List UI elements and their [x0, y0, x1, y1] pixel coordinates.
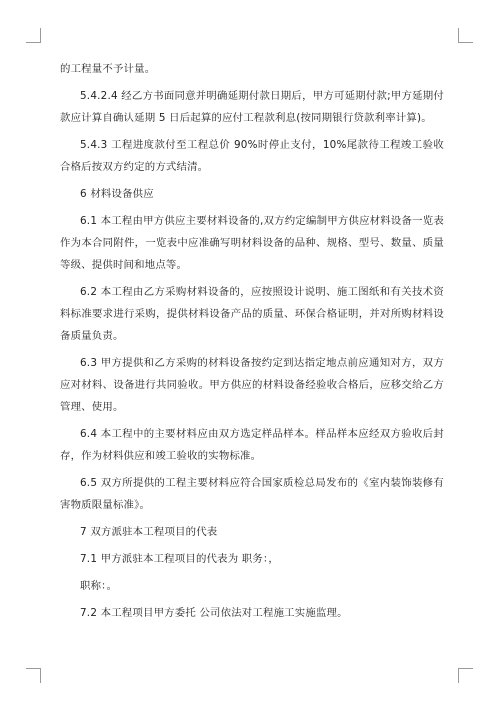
document-body	[60, 58, 444, 624]
section-heading-7: 7 双方派驻本工程项目的代表	[80, 526, 218, 538]
paragraph-5-4-2-4: 5.4.2.4 经乙方书面同意并明确延期付款日期后，甲方可延期付款;甲方延期付款应计算自确认延期 5 日后起算的应付工程款利息(按同期银行贷款利率计算)。	[60, 90, 444, 124]
crop-mark-top-left	[26, 28, 41, 43]
paragraph-6-5: 6.5 双方所提供的工程主要材料应符合国家质检总局发布的《室内装饰装修有害物质限量标准》。	[60, 477, 444, 511]
paragraph-6-1: 6.1 本工程由甲方供应主要材料设备的,双方约定编制甲方供应材料设备一览表作为本合同附件，一览表中应准确写明材料设备的品种、规格、型号、数量、质量等级、提供时间和地点等。	[60, 215, 444, 271]
crop-mark-bottom-left	[26, 668, 41, 683]
paragraph-6-4: 6.4 本工程中的主要材料应由双方选定样品样本。样品样本应经双方验收后封存，作为材料供应和竣工验收的实物标准。	[60, 428, 444, 462]
paragraph-7-1: 7.1 甲方派驻本工程项目的代表为 职务：，	[80, 553, 279, 565]
section-heading-6: 6 材料设备供应	[80, 188, 154, 200]
paragraph-continuation: 的工程量不予计量。	[60, 63, 156, 75]
paragraph-6-2: 6.2 本工程由乙方采购材料设备的，应按照设计说明、施工图纸和有关技术资料标准要求进行采购，提供材料设备产品的质量、环保合格证明，并对所购材料设备质量负责。	[60, 286, 444, 342]
crop-mark-bottom-right	[458, 668, 473, 683]
paragraph-5-4-3: 5.4.3 工程进度款付至工程总价 90%时停止支付，10%尾款待工程竣工验收合格后按双方约定的方式结清。	[60, 139, 444, 173]
paragraph-title-line: 职称：。	[80, 580, 118, 592]
crop-mark-top-right	[458, 28, 473, 43]
paragraph-6-3: 6.3 甲方提供和乙方采购的材料设备按约定到达指定地点前应通知对方，双方应对材料、设备进行共同验收。甲方供应的材料设备经验收合格后，应移交给乙方管理、使用。	[60, 357, 444, 413]
paragraph-7-2: 7.2 本工程项目甲方委托 公司依法对工程施工实施监理。	[80, 607, 348, 619]
